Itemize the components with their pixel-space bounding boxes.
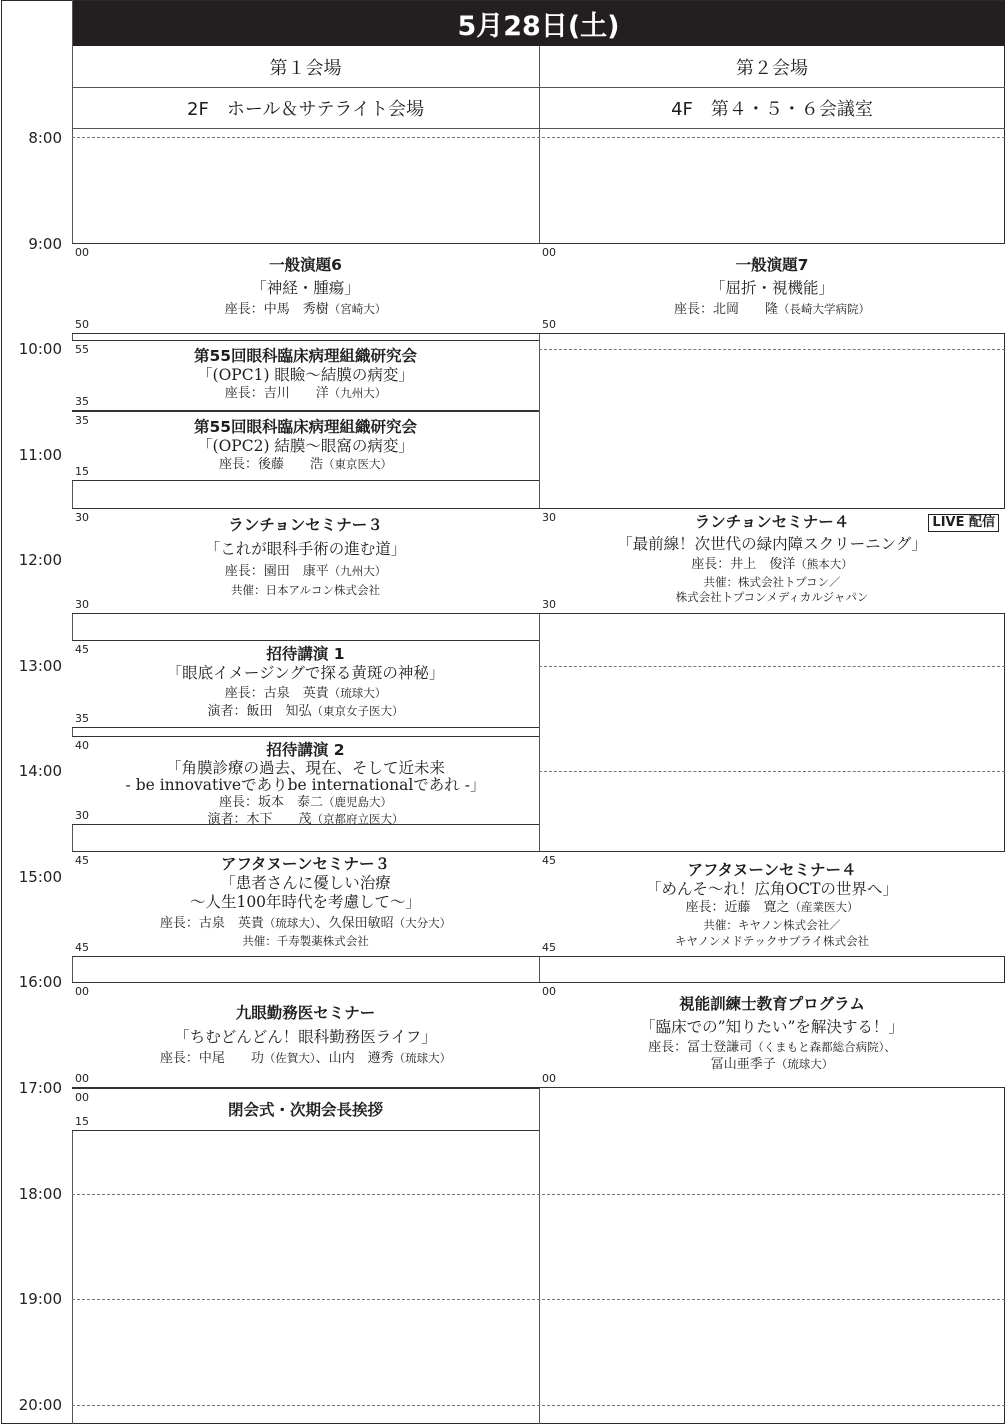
session-chair: 座長：冨士登謙司 (648, 1040, 753, 1055)
end-minute: 35 (75, 712, 89, 725)
session-sponsor-line2: 株式会社トプコンメディカルジャパン (675, 590, 869, 604)
end-minute: 30 (542, 598, 556, 611)
start-minute: 45 (75, 854, 89, 867)
date-header: 5月28日(土) (72, 1, 1005, 46)
session-r1-closing[interactable] (72, 1088, 539, 1131)
session-chair-aff: （琉球大） (263, 916, 316, 930)
session-speaker: 演者：飯田 知弘 (207, 704, 312, 719)
session-chair-2: 、山内 遵秀 (315, 1051, 394, 1066)
session-r1-kyugan-seminar[interactable] (72, 982, 539, 1088)
start-minute: 30 (542, 511, 556, 524)
time-label-17: 17:00 (18, 1079, 62, 1097)
time-label-10: 10:00 (18, 340, 62, 358)
time-label-19: 19:00 (18, 1290, 62, 1308)
session-chair-aff: （九州大） (328, 564, 387, 578)
hour-line-19 (72, 1299, 1005, 1300)
session-chair: 座長：吉川 洋 (224, 386, 329, 401)
session-chair-aff: （東京医大） (323, 457, 392, 471)
session-chair-aff: （宮崎大） (328, 302, 387, 316)
time-label-15: 15:00 (18, 868, 62, 886)
session-chair: 座長：近藤 寛之 (685, 900, 790, 915)
end-minute: 50 (542, 318, 556, 331)
hour-line-13-room2 (539, 666, 1005, 667)
venue-1-room: 2F ホール＆サテライト会場 (187, 99, 424, 120)
session-chair: 座長：坂本 泰二 (218, 795, 323, 810)
time-label-18: 18:00 (18, 1185, 62, 1203)
hour-line-14-room2 (539, 771, 1005, 772)
start-minute: 00 (542, 985, 556, 998)
session-chair-line2: 冨山亜季子 (710, 1057, 776, 1072)
live-stream-badge: LIVE 配信 (928, 514, 999, 532)
session-r2-luncheon-4[interactable] (539, 508, 1005, 614)
session-title: ランチョンセミナー４ (694, 513, 850, 531)
end-minute: 30 (75, 598, 89, 611)
session-title: 一般演題7 (735, 256, 809, 274)
session-chair: 座長：井上 俊洋 (691, 557, 796, 572)
venue-2-room: 4F 第４・５・６会議室 (671, 99, 873, 120)
session-chair-2-aff: （大分大） (393, 916, 452, 930)
session-chair-2-aff: （琉球大） (393, 1051, 452, 1065)
time-label-14: 14:00 (18, 762, 62, 780)
session-chair-aff: （佐賀大） (263, 1051, 316, 1065)
hour-line-8 (72, 137, 1005, 138)
session-r1-opc2[interactable] (72, 411, 539, 481)
start-minute: 00 (542, 246, 556, 259)
time-label-12: 12:00 (18, 551, 62, 569)
session-title: 閉会式・次期会長挨拶 (227, 1101, 383, 1119)
end-minute: 35 (75, 395, 89, 408)
end-minute: 15 (75, 1115, 89, 1128)
end-minute: 00 (75, 1072, 89, 1085)
session-theme-line2: ～人生100年時代を考慮して～」 (189, 893, 422, 911)
session-chair-aff: （琉球大） (328, 686, 387, 700)
venue-1-name: 第１会場 (269, 58, 342, 79)
session-speaker-aff: （東京女子医大） (311, 704, 404, 718)
session-r1-invited-1[interactable] (72, 640, 539, 728)
time-label-20: 20:00 (18, 1396, 62, 1414)
end-minute: 50 (75, 318, 89, 331)
start-minute: 45 (75, 643, 89, 656)
session-theme-line2: - be innovativeでありbe internationalであれ -」 (125, 776, 486, 794)
time-label-16: 16:00 (18, 973, 62, 991)
start-minute: 00 (75, 1091, 89, 1104)
session-title: 招待講演 1 (266, 645, 345, 663)
start-minute: 55 (75, 343, 89, 356)
session-r2-afternoon-4[interactable] (539, 851, 1005, 957)
session-speaker: 演者：木下 茂 (207, 812, 312, 827)
end-minute: 45 (542, 941, 556, 954)
session-sponsor-line2: キヤノンメドテックサプライ株式会社 (674, 934, 870, 948)
session-theme: 「(OPC2) 結膜～眼窩の病変」 (197, 437, 414, 455)
session-title: 視能訓練士教育プログラム (679, 995, 865, 1013)
session-r2-orthoptist-program[interactable] (539, 982, 1005, 1088)
session-sponsor: 共催：キヤノン株式会社／ (703, 918, 841, 932)
session-chair-aff: （長崎大学病院） (778, 302, 870, 316)
session-title: 九眼勤務医セミナー (235, 1004, 376, 1022)
session-chair: 座長：古泉 英貴 (224, 686, 329, 701)
session-chair: 座長：北岡 隆 (673, 302, 778, 317)
session-theme: 「最前線！次世代の緑内障スクリーニング」 (617, 535, 927, 553)
session-chair: 座長：園田 康平 (224, 564, 329, 579)
session-sponsor: 共催：千寿製薬株式会社 (242, 934, 369, 948)
hour-line-10-room2 (539, 349, 1005, 350)
session-theme: 「めんそ～れ！広角OCTの世界へ」 (646, 880, 898, 898)
time-label-13: 13:00 (18, 657, 62, 675)
session-chair-aff: （産業医大） (789, 900, 859, 914)
end-minute: 30 (75, 809, 89, 822)
end-minute: 45 (75, 941, 89, 954)
time-label-8: 8:00 (28, 129, 62, 147)
start-minute: 00 (75, 985, 89, 998)
session-r1-invited-2[interactable] (72, 736, 539, 825)
session-sponsor: 共催：日本アルコン株式会社 (230, 583, 381, 597)
session-theme: 「角膜診療の過去、現在、そして近未来 (165, 759, 445, 777)
time-label-11: 11:00 (18, 446, 62, 464)
session-theme: 「(OPC1) 眼瞼～結膜の病変」 (197, 366, 414, 384)
session-title: 一般演題6 (269, 256, 342, 274)
session-title: ランチョンセミナー３ (228, 516, 383, 534)
session-title: 第55回眼科臨床病理組織研究会 (193, 347, 418, 365)
hour-line-20 (72, 1405, 1005, 1406)
session-title: 第55回眼科臨床病理組織研究会 (193, 418, 418, 436)
start-minute: 40 (75, 739, 89, 752)
session-chair-2: 、久保田敏昭 (315, 916, 394, 931)
session-title: アフタヌーンセミナー３ (220, 855, 391, 873)
hour-line-18 (72, 1194, 1005, 1195)
end-minute: 15 (75, 465, 89, 478)
session-theme: 「ちむどんどん！眼科勤務医ライフ」 (174, 1028, 437, 1046)
session-chair: 座長：中尾 功 (159, 1051, 264, 1066)
session-chair-aff: （鹿児島大） (323, 795, 392, 809)
session-title: 招待講演 2 (266, 741, 345, 759)
session-chair-aff: （熊本大） (795, 557, 853, 571)
session-speaker-aff: （京都府立医大） (311, 812, 404, 826)
start-minute: 00 (75, 246, 89, 259)
session-chair: 座長：古泉 英貴 (159, 916, 264, 931)
session-r1-luncheon-3[interactable] (72, 508, 539, 614)
session-r1-general-6[interactable] (72, 243, 539, 334)
session-r2-general-7[interactable] (539, 243, 1005, 334)
session-title: アフタヌーンセミナー４ (687, 861, 857, 879)
session-chair: 座長：中馬 秀樹 (224, 302, 329, 317)
venue-2-name: 第２会場 (736, 58, 808, 79)
session-theme: 「これが眼科手術の進む道」 (204, 540, 407, 558)
session-theme: 「屈折・視機能」 (709, 279, 834, 297)
session-theme: 「神経・腫瘍」 (251, 279, 360, 297)
start-minute: 45 (542, 854, 556, 867)
session-theme: 「臨床での”知りたい”を解決する！」 (640, 1018, 904, 1036)
session-chair-aff: （くまもと森都総合病院）、 (752, 1040, 896, 1054)
session-theme: 「眼底イメージングで探る黄斑の神秘」 (166, 664, 445, 682)
session-theme: 「患者さんに優しい治療 (220, 874, 391, 892)
session-r1-afternoon-3[interactable] (72, 851, 539, 957)
session-r1-opc1[interactable] (72, 340, 539, 411)
time-label-9: 9:00 (28, 235, 62, 253)
end-minute: 00 (542, 1072, 556, 1085)
session-chair: 座長：後藤 浩 (218, 457, 323, 472)
session-chair-aff: （九州大） (328, 386, 387, 400)
start-minute: 35 (75, 414, 89, 427)
start-minute: 30 (75, 511, 89, 524)
session-sponsor: 共催：株式会社トプコン／ (703, 575, 841, 589)
session-chair-line2-aff: （琉球大） (775, 1057, 834, 1071)
